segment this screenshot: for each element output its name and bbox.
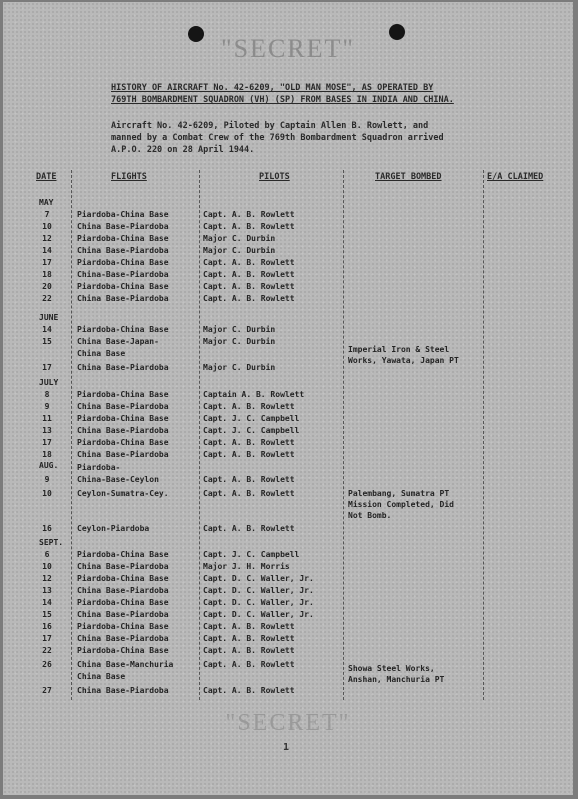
column-header-target: TARGET BOMBED	[375, 172, 442, 182]
row-flight: China Base-Piardoba	[77, 222, 169, 231]
column-divider	[343, 170, 344, 700]
row-date: 8	[44, 390, 50, 399]
row-date: 17	[42, 363, 52, 372]
row-pilot: Major C. Durbin	[203, 325, 276, 334]
row-pilot: Capt. A. B. Rowlett	[203, 646, 295, 655]
row-flight: China Base-Piardoba	[77, 562, 169, 571]
row-pilot: Capt. J. C. Campbell	[203, 550, 300, 559]
row-date: 10	[42, 489, 52, 498]
column-divider	[483, 170, 484, 700]
row-pilot: Capt. A. B. Rowlett	[203, 210, 295, 219]
row-flight: China Base-Piardoba	[77, 246, 169, 255]
intro-line-2: manned by a Combat Crew of the 769th Bombardment Squadron arrived	[111, 133, 444, 143]
row-flight: China Base-Manchuria	[77, 660, 174, 669]
row-flight: China Base-Piardoba	[77, 686, 169, 695]
classification-stamp-bottom: "SECRET"	[225, 710, 351, 736]
target-entry-palembang	[348, 488, 454, 521]
row-date: 22	[42, 646, 52, 655]
month-label-aug: AUG.	[39, 461, 59, 470]
target-line: Imperial Iron & Steel	[348, 345, 450, 354]
row-flight: China Base-Piardoba	[77, 634, 169, 643]
row-flight: Piardoba-	[77, 463, 121, 472]
row-pilot: Capt. A. B. Rowlett	[203, 686, 295, 695]
row-flight: China Base-Piardoba	[77, 426, 169, 435]
row-date: 17	[42, 438, 52, 447]
row-flight: China Base	[77, 349, 126, 358]
row-date: 26	[42, 660, 52, 669]
row-flight: Piardoba-China Base	[77, 390, 169, 399]
row-date: 20	[42, 282, 52, 291]
row-date: 18	[42, 450, 52, 459]
row-date: 7	[44, 210, 50, 219]
column-header-flights: FLIGHTS	[111, 172, 147, 182]
title-line-1: HISTORY OF AIRCRAFT No. 42-6209, "OLD MAN MOSE", AS OPERATED BY	[111, 83, 434, 93]
row-date: 13	[42, 426, 52, 435]
row-pilot: Capt. D. C. Waller, Jr.	[203, 586, 314, 595]
row-date: 6	[44, 550, 50, 559]
row-date: 16	[42, 622, 52, 631]
row-date: 14	[42, 598, 52, 607]
column-divider	[71, 170, 72, 700]
row-pilot: Capt. A. B. Rowlett	[203, 489, 295, 498]
row-date: 13	[42, 586, 52, 595]
row-flight: Piardoba-China Base	[77, 598, 169, 607]
row-flight: Piardoba-China Base	[77, 646, 169, 655]
target-line: Works, Yawata, Japan PT	[348, 356, 459, 365]
row-flight: China-Base-Ceylon	[77, 475, 159, 484]
row-date: 12	[42, 574, 52, 583]
row-date: 9	[44, 402, 50, 411]
target-entry-yawata	[348, 344, 459, 366]
row-date: 10	[42, 222, 52, 231]
row-flight: Piardoba-China Base	[77, 574, 169, 583]
row-date: 10	[42, 562, 52, 571]
row-flight: Piardoba-China Base	[77, 234, 169, 243]
month-label-june: JUNE	[39, 313, 59, 322]
target-entry-anshan	[348, 663, 444, 685]
column-header-pilots: PILOTS	[259, 172, 290, 182]
row-date: 14	[42, 246, 52, 255]
row-pilot: Capt. A. B. Rowlett	[203, 282, 295, 291]
row-pilot: Captain A. B. Rowlett	[203, 390, 305, 399]
row-flight: China Base-Piardoba	[77, 586, 169, 595]
row-date: 15	[42, 337, 52, 346]
page-number: 1	[283, 742, 290, 753]
row-pilot: Capt. A. B. Rowlett	[203, 660, 295, 669]
row-flight: Ceylon-Piardoba	[77, 524, 150, 533]
row-flight: China-Base-Piardoba	[77, 270, 169, 279]
document-title	[111, 82, 531, 106]
row-pilot: Capt. A. B. Rowlett	[203, 475, 295, 484]
row-date: 22	[42, 294, 52, 303]
row-flight: China Base-Piardoba	[77, 294, 169, 303]
row-flight: Piardoba-China Base	[77, 282, 169, 291]
row-date: 17	[42, 634, 52, 643]
row-pilot: Capt. J. C. Campbell	[203, 414, 300, 423]
row-date: 14	[42, 325, 52, 334]
row-pilot: Capt. A. B. Rowlett	[203, 622, 295, 631]
row-pilot: Major C. Durbin	[203, 337, 276, 346]
target-line: Palembang, Sumatra PT	[348, 489, 450, 498]
row-flight: China Base	[77, 672, 126, 681]
row-pilot: Capt. A. B. Rowlett	[203, 222, 295, 231]
row-flight: Piardoba-China Base	[77, 325, 169, 334]
row-date: 12	[42, 234, 52, 243]
target-line: Mission Completed, Did	[348, 500, 454, 509]
row-pilot: Capt. A. B. Rowlett	[203, 634, 295, 643]
row-flight: Piardoba-China Base	[77, 550, 169, 559]
row-pilot: Capt. A. B. Rowlett	[203, 524, 295, 533]
row-pilot: Capt. D. C. Waller, Jr.	[203, 610, 314, 619]
row-pilot: Major C. Durbin	[203, 246, 276, 255]
row-date: 17	[42, 258, 52, 267]
column-header-date: DATE	[36, 172, 57, 182]
row-pilot: Major C. Durbin	[203, 234, 276, 243]
row-pilot: Major C. Durbin	[203, 363, 276, 372]
target-line: Not Bomb.	[348, 511, 392, 520]
row-pilot: Major J. H. Morris	[203, 562, 290, 571]
month-label-july: JULY	[39, 378, 59, 387]
intro-line-1: Aircraft No. 42-6209, Piloted by Captain Allen B. Rowlett, and	[111, 121, 429, 131]
row-flight: Piardoba-China Base	[77, 414, 169, 423]
row-date: 16	[42, 524, 52, 533]
row-flight: Ceylon-Sumatra-Cey.	[77, 489, 169, 498]
column-header-ea-claimed: E/A CLAIMED	[487, 172, 544, 182]
month-label-may: MAY	[39, 198, 54, 207]
row-date: 11	[42, 414, 52, 423]
title-line-2: 769TH BOMBARDMENT SQUADRON (VH) (SP) FROM BASES IN INDIA AND CHINA.	[111, 95, 454, 105]
row-flight: China Base-Piardoba	[77, 402, 169, 411]
target-line: Showa Steel Works,	[348, 664, 435, 673]
intro-line-3: A.P.O. 220 on 28 April 1944.	[111, 145, 255, 155]
row-flight: Piardoba-China Base	[77, 210, 169, 219]
row-pilot: Capt. A. B. Rowlett	[203, 450, 295, 459]
row-pilot: Capt. D. C. Waller, Jr.	[203, 574, 314, 583]
row-flight: Piardoba-China Base	[77, 258, 169, 267]
row-flight: China Base-Piardoba	[77, 450, 169, 459]
classification-stamp-top: "SECRET"	[220, 34, 355, 63]
row-flight: China Base-Piardoba	[77, 363, 169, 372]
column-divider	[199, 170, 200, 700]
row-flight: China Base-Piardoba	[77, 610, 169, 619]
row-pilot: Capt. J. C. Campbell	[203, 426, 300, 435]
row-flight: China Base-Japan-	[77, 337, 159, 346]
month-label-sept: SEPT.	[39, 538, 64, 547]
row-date: 15	[42, 610, 52, 619]
row-pilot: Capt. D. C. Waller, Jr.	[203, 598, 314, 607]
row-pilot: Capt. A. B. Rowlett	[203, 402, 295, 411]
row-pilot: Capt. A. B. Rowlett	[203, 438, 295, 447]
row-date: 9	[44, 475, 50, 484]
row-date: 18	[42, 270, 52, 279]
intro-paragraph	[111, 120, 531, 156]
row-flight: Piardoba-China Base	[77, 438, 169, 447]
row-pilot: Capt. A. B. Rowlett	[203, 294, 295, 303]
target-line: Anshan, Manchuria PT	[348, 675, 445, 684]
row-date: 27	[42, 686, 52, 695]
row-pilot: Capt. A. B. Rowlett	[203, 270, 295, 279]
row-flight: Piardoba-China Base	[77, 622, 169, 631]
document-page	[3, 2, 573, 795]
row-pilot: Capt. A. B. Rowlett	[203, 258, 295, 267]
